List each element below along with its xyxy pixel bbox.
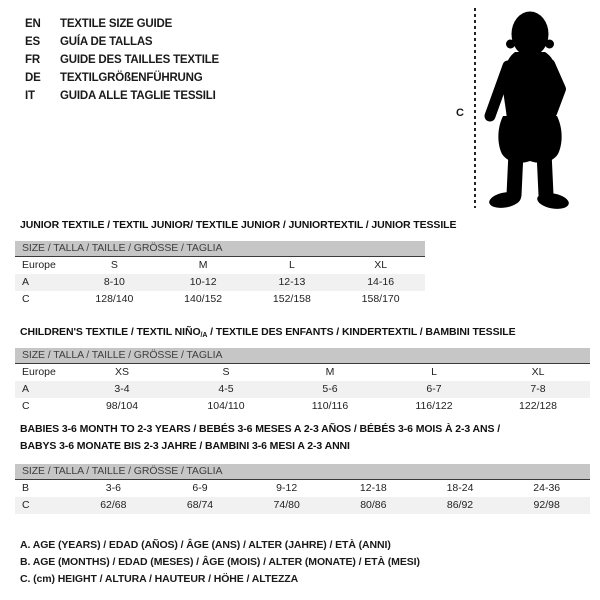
- row-label: C: [22, 399, 30, 412]
- childrens-textile-table: [15, 324, 590, 415]
- table-cell: XS: [114, 365, 129, 378]
- size-header-bar: SIZE / TALLA / TAILLE / GRÖSSE / TAGLIA: [15, 241, 425, 257]
- lang-row-es: [25, 33, 219, 51]
- table-cell: 3-4: [114, 382, 130, 395]
- table-row: [15, 291, 425, 308]
- row-label: Europe: [22, 258, 56, 271]
- table-cell: 24-36: [533, 482, 561, 494]
- table-cell: 86/92: [446, 499, 474, 511]
- table-cell: 14-16: [367, 275, 395, 288]
- table-title-line2: BABYS 3-6 MONATE BIS 2-3 JAHRE / BAMBINI 3-6 MESI A 2-3 ANNI: [20, 439, 350, 452]
- table-cell: 8-10: [103, 275, 125, 288]
- lang-code: EN: [25, 18, 41, 30]
- table-cell: 9-12: [276, 482, 298, 494]
- table-row: [15, 398, 590, 415]
- table-cell: 104/110: [207, 399, 245, 412]
- height-measure-dashed-line: [474, 8, 476, 208]
- table-row: [15, 480, 590, 497]
- table-title: JUNIOR TEXTILE / TEXTIL JUNIOR/ TEXTILE JUNIOR / JUNIORTEXTIL / JUNIOR TESSILE: [20, 219, 457, 231]
- size-header-bar: SIZE / TALLA / TAILLE / GRÖSSE / TAGLIA: [15, 464, 590, 480]
- row-label: Europe: [22, 365, 56, 378]
- title-part: CHILDREN'S TEXTILE / TEXTIL NIÑO: [20, 326, 201, 338]
- language-header: [25, 15, 219, 105]
- table-cell: XL: [531, 365, 545, 378]
- table-row: [15, 497, 590, 514]
- title-subscript: /A: [200, 332, 208, 339]
- note-height-cm: C. (cm) HEIGHT / ALTURA / HAUTEUR / HÖHE / ALTEZZA: [20, 573, 299, 585]
- note-age-months: B. AGE (MONTHS) / EDAD (MESES) / ÂGE (MOIS) / ALTER (MONATE) / ETÀ (MESI): [20, 556, 420, 568]
- table-cell: 140/152: [184, 292, 223, 305]
- note-age-years: A. AGE (YEARS) / EDAD (AÑOS) / ÂGE (ANS) / ALTER (JAHRE) / ETÀ (ANNI): [20, 539, 391, 551]
- legend-notes: [20, 537, 420, 588]
- table-cell: 10-12: [189, 275, 217, 288]
- table-title-line1: BABIES 3-6 MONTH TO 2-3 YEARS / BEBÉS 3-6 MESES A 2-3 AÑOS / BÉBÉS 3-6 MOIS À 2-3 ANS /: [20, 423, 501, 435]
- lang-code: DE: [25, 72, 41, 84]
- table-cell: 4-5: [218, 382, 234, 395]
- lang-title: TEXTILGRÖßENFÜHRUNG: [60, 72, 203, 84]
- table-row: [15, 257, 425, 274]
- row-label: A: [22, 275, 30, 288]
- table-cell: M: [198, 258, 208, 271]
- table-cell: 80/86: [360, 499, 387, 511]
- lang-row-it: [25, 87, 219, 105]
- table-title: [15, 324, 590, 343]
- height-measure-label: C: [456, 107, 464, 119]
- junior-textile-table: [15, 217, 457, 308]
- table-row: [15, 364, 590, 381]
- table-cell: 152/158: [272, 292, 311, 305]
- table-row: [15, 381, 590, 398]
- title-part: / TEXTILE DES ENFANTS / KINDERTEXTIL / BAMBINI TESSILE: [207, 326, 516, 338]
- table-row: [15, 274, 425, 291]
- table-cell: L: [431, 365, 437, 378]
- table-cell: 3-6: [105, 482, 121, 494]
- lang-code: ES: [25, 36, 40, 48]
- table-cell: 12-13: [278, 275, 306, 288]
- table-cell: XL: [374, 258, 388, 271]
- size-header-bar: SIZE / TALLA / TAILLE / GRÖSSE / TAGLIA: [15, 348, 590, 364]
- table-cell: 110/116: [311, 399, 349, 412]
- table-cell: 7-8: [530, 382, 546, 395]
- table-cell: 18-24: [446, 482, 474, 494]
- baby-toddler-silhouette-icon: [481, 4, 597, 214]
- lang-row-fr: [25, 51, 219, 69]
- table-cell: 128/140: [95, 292, 134, 305]
- lang-row-de: [25, 69, 219, 87]
- table-cell: 92/98: [533, 499, 560, 511]
- table-cell: S: [110, 258, 118, 271]
- row-label: B: [22, 482, 30, 494]
- table-cell: L: [288, 258, 295, 271]
- table-cell: 6-7: [426, 382, 442, 395]
- lang-title: GUIDA ALLE TAGLIE TESSILI: [60, 90, 216, 102]
- table-cell: 12-18: [359, 482, 387, 494]
- table-cell: S: [222, 365, 230, 378]
- table-cell: 122/128: [519, 399, 557, 412]
- lang-title: GUIDE DES TAILLES TEXTILE: [60, 54, 219, 66]
- row-label: C: [22, 292, 30, 305]
- row-label: A: [22, 382, 30, 395]
- lang-title: TEXTILE SIZE GUIDE: [60, 18, 173, 30]
- lang-code: IT: [25, 90, 35, 102]
- table-cell: 5-6: [322, 382, 338, 395]
- row-label: C: [22, 499, 30, 511]
- table-cell: M: [325, 365, 335, 378]
- lang-title: GUÍA DE TALLAS: [60, 36, 153, 48]
- table-cell: 68/74: [186, 499, 214, 511]
- table-cell: 74/80: [273, 499, 300, 511]
- table-cell: 158/170: [361, 292, 400, 305]
- table-cell: 98/104: [105, 399, 139, 412]
- lang-code: FR: [25, 54, 40, 66]
- lang-row-en: [25, 15, 219, 33]
- babies-textile-table: [15, 421, 590, 514]
- table-cell: 62/68: [100, 499, 127, 511]
- table-cell: 116/122: [415, 399, 453, 412]
- table-cell: 6-9: [192, 482, 208, 494]
